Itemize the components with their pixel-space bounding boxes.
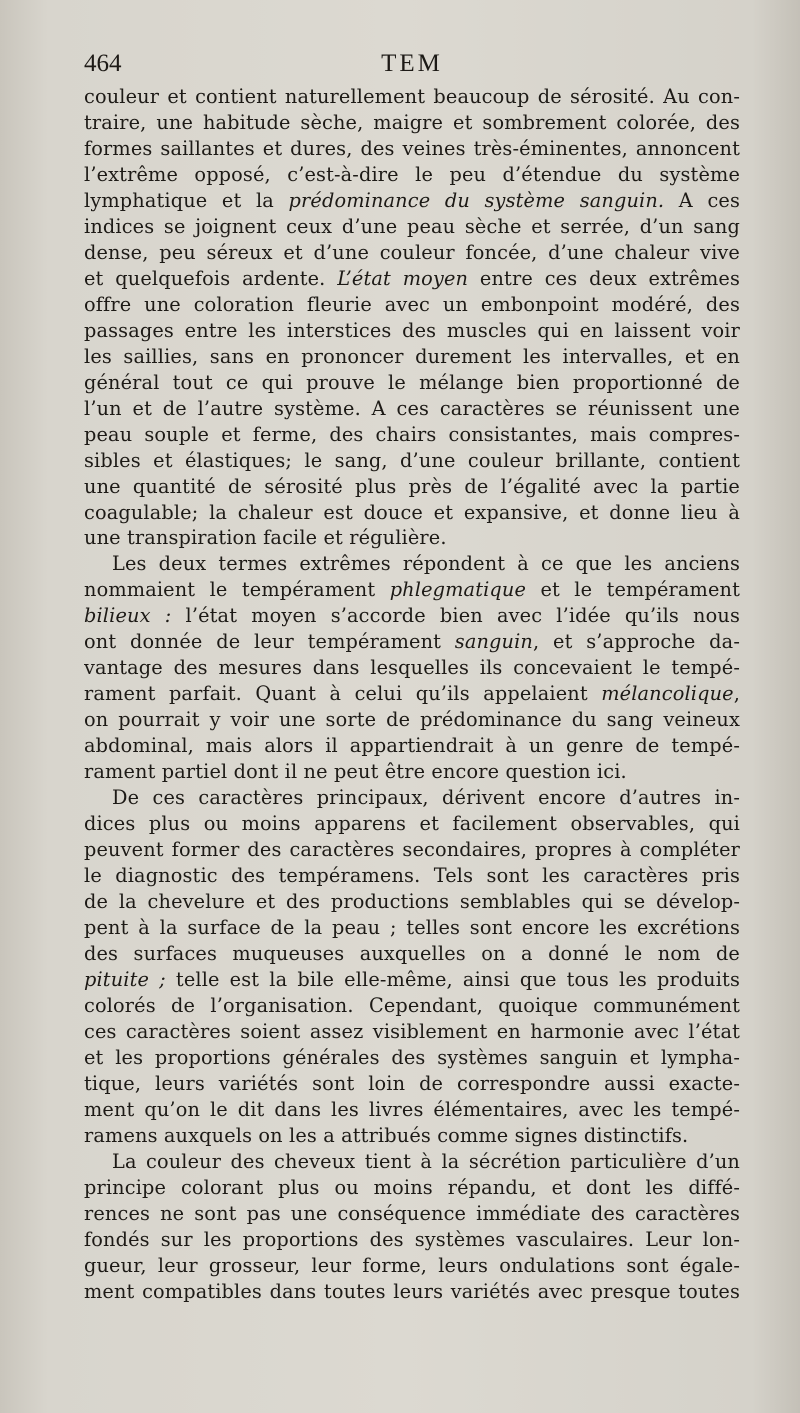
text-segment: l’état moyen s’accorde bien avec l’idée qu’ils nous	[171, 604, 740, 628]
text-segment: dices plus ou moins apparens et facilement observables, qui	[84, 812, 740, 836]
text-line	[84, 993, 740, 1019]
text-segment: une quantité de sérosité plus près de l’égalité avec la partie	[84, 474, 740, 498]
text-line	[84, 915, 740, 941]
text-segment: A ces	[664, 188, 740, 212]
text-segment: traire, une habitude sèche, maigre et sombrement colorée, des	[84, 110, 740, 134]
text-segment: ment compatibles dans toutes leurs variétés avec presque toutes	[84, 1279, 740, 1303]
text-segment: l’extrême opposé, c’est-à-dire le peu d’étendue du système	[84, 162, 740, 186]
text-segment: entre ces deux extrêmes	[468, 266, 740, 290]
text-segment: général tout ce qui prouve le mélange bien proportionné de	[84, 370, 740, 394]
text-segment: sibles et élastiques; le sang, d’une couleur brillante, contient	[84, 448, 740, 472]
text-line	[84, 863, 740, 889]
text-line	[84, 474, 740, 500]
text-line	[84, 577, 740, 603]
text-line	[84, 1097, 740, 1123]
text-segment: lymphatique et la	[84, 188, 289, 212]
text-line	[84, 655, 740, 681]
text-segment: rament parfait. Quant à celui qu’ils appelaient	[84, 682, 602, 706]
text-line	[84, 837, 740, 863]
text-segment: principe colorant plus ou moins répandu, et dont les diffé-	[84, 1175, 740, 1199]
text-segment: ,	[733, 682, 740, 706]
text-line	[84, 759, 740, 785]
text-segment: et le tempérament	[526, 578, 740, 602]
text-segment: peuvent former des caractères secondaires, propres à compléter	[84, 838, 740, 862]
text-segment: telle est la bile elle-même, ainsi que tous les produits	[165, 967, 740, 991]
text-line	[84, 1227, 740, 1253]
text-line	[84, 266, 740, 292]
text-segment: vantage des mesures dans lesquelles ils concevaient le tempé-	[84, 656, 740, 680]
text-segment: rences ne sont pas une conséquence immédiate des caractères	[84, 1201, 740, 1225]
text-segment: des surfaces muqueuses auxquelles on a donné le nom de	[84, 941, 740, 965]
page-header	[84, 50, 740, 84]
text-line	[84, 681, 740, 707]
text-line	[84, 344, 740, 370]
italic-text: phlegmatique	[389, 578, 527, 602]
text-line	[84, 525, 740, 551]
text-line	[84, 1149, 740, 1175]
text-line	[84, 188, 740, 214]
text-line	[84, 603, 740, 629]
text-line	[84, 733, 740, 759]
page-number: 464	[84, 50, 122, 77]
text-segment: pent à la surface de la peau ; telles sont encore les excrétions	[84, 916, 740, 939]
text-line	[84, 707, 740, 733]
text-segment: , et s’approche da-	[533, 630, 740, 654]
text-line	[84, 889, 740, 915]
text-line	[84, 162, 740, 188]
text-segment: La couleur des cheveux tient à la sécrétion particulière d’un	[112, 1149, 740, 1173]
text-line	[84, 500, 740, 526]
text-line	[84, 370, 740, 396]
text-segment: nommaient le tempérament	[84, 578, 390, 602]
text-segment: ment qu’on le dit dans les livres élémentaires, avec les tempé-	[84, 1097, 740, 1121]
text-line	[84, 1045, 740, 1071]
italic-text: prédominance du système sanguin.	[288, 188, 665, 212]
text-line	[84, 1175, 740, 1201]
text-segment: ont donnée de leur tempérament	[84, 630, 455, 654]
text-segment: dense, peu séreux et d’une couleur foncée, d’une chaleur vive	[84, 240, 740, 264]
text-line	[84, 422, 740, 448]
text-segment: on pourrait y voir une sorte de prédominance du sang veineux	[84, 708, 740, 732]
running-head: TEM	[381, 50, 443, 77]
text-segment: ces caractères soient assez visiblement en harmonie avec l’état	[84, 1019, 740, 1043]
text-segment: et les proportions générales des systèmes sanguin et lympha-	[84, 1045, 740, 1069]
text-segment: les saillies, sans en prononcer durement les intervalles, et en	[84, 344, 740, 368]
text-segment: passages entre les interstices des muscles qui en laissent voir	[84, 318, 740, 342]
text-segment: tique, leurs variétés sont loin de correspondre aussi exacte-	[84, 1071, 740, 1095]
text-line	[84, 1279, 740, 1305]
text-segment: gueur, leur grosseur, leur forme, leurs ondulations sont égale-	[84, 1253, 740, 1277]
text-line	[84, 551, 740, 577]
text-segment: ramens auxquels on les a attribués comme signes distinctifs.	[84, 1123, 689, 1147]
text-segment: coagulable; la chaleur est douce et expansive, et donne lieu à	[84, 500, 740, 524]
text-segment: offre une coloration fleurie avec un embonpoint modéré, des	[84, 292, 740, 316]
text-segment: De ces caractères principaux, dérivent encore d’autres in-	[112, 786, 740, 810]
italic-text: bilieux :	[84, 604, 172, 628]
italic-text: pituite ;	[84, 967, 166, 991]
text-line	[84, 448, 740, 474]
text-line	[84, 811, 740, 837]
text-line	[84, 941, 740, 967]
text-segment: et quelquefois ardente.	[84, 266, 338, 290]
text-line	[84, 967, 740, 993]
italic-text: sanguin	[454, 630, 534, 654]
text-segment: formes saillantes et dures, des veines très-éminentes, annoncent	[84, 136, 740, 160]
text-line	[84, 1253, 740, 1279]
text-line	[84, 136, 740, 162]
text-line	[84, 1071, 740, 1097]
text-segment: une transpiration facile et régulière.	[84, 526, 447, 550]
text-segment: peau souple et ferme, des chairs consistantes, mais compres-	[84, 422, 740, 446]
text-line	[84, 318, 740, 344]
text-line	[84, 240, 740, 266]
italic-text: L’état moyen	[337, 266, 469, 290]
text-line	[84, 785, 740, 811]
text-segment: indices se joignent ceux d’une peau sèche et serrée, d’un sang	[84, 214, 740, 238]
text-segment: l’un et de l’autre système. A ces caractères se réunissent une	[84, 396, 740, 420]
text-segment: Les deux termes extrêmes répondent à ce que les anciens	[112, 552, 740, 576]
text-segment: fondés sur les proportions des systèmes vasculaires. Leur lon-	[84, 1227, 740, 1251]
text-line	[84, 1201, 740, 1227]
text-line	[84, 292, 740, 318]
italic-text: mélancolique	[601, 682, 734, 706]
text-line	[84, 84, 740, 110]
text-segment: couleur et contient naturellement beaucoup de sérosité. Au con-	[84, 85, 740, 108]
text-line	[84, 396, 740, 422]
text-line	[84, 214, 740, 240]
text-segment: colorés de l’organisation. Cependant, quoique communément	[84, 993, 740, 1017]
text-segment: de la chevelure et des productions semblables qui se dévelop-	[84, 890, 740, 914]
text-segment: rament partiel dont il ne peut être encore question ici.	[84, 760, 627, 784]
text-line	[84, 629, 740, 655]
text-segment: le diagnostic des tempéramens. Tels sont les caractères pris	[84, 864, 740, 888]
text-line	[84, 1019, 740, 1045]
text-line	[84, 1123, 740, 1149]
text-segment: abdominal, mais alors il appartiendrait à un genre de tempé-	[84, 734, 740, 758]
body-text	[84, 84, 740, 1305]
text-line	[84, 110, 740, 136]
